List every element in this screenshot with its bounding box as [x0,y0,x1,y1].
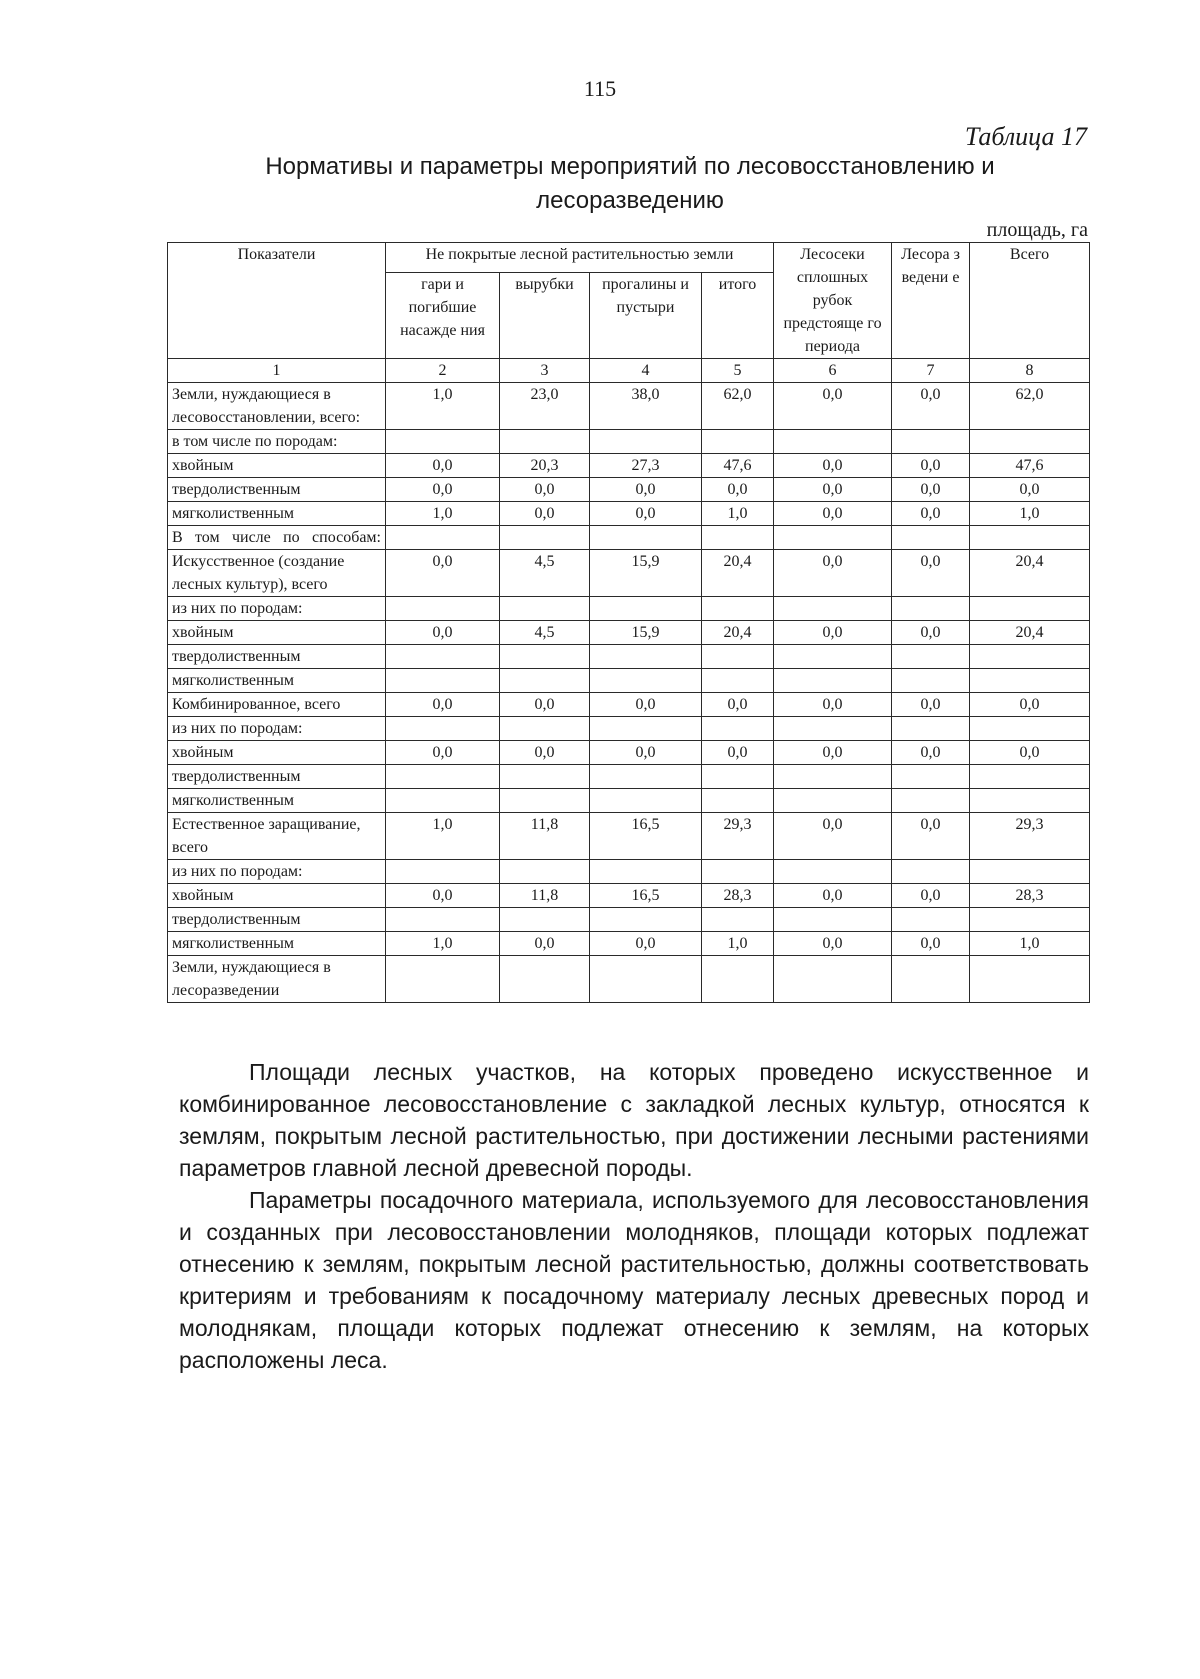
table-cell [386,669,500,693]
row-label: из них по породам: [168,860,386,884]
column-number: 4 [590,359,702,383]
column-number: 2 [386,359,500,383]
table-cell: 27,3 [590,454,702,478]
table-row [168,884,1090,908]
table-body [168,383,1090,1003]
table-cell: 0,0 [590,741,702,765]
table-cell: 47,6 [970,454,1090,478]
table-cell [500,717,590,741]
table-cell: 0,0 [892,813,970,860]
table-row [168,908,1090,932]
table-cell [590,956,702,1003]
table-cell: 1,0 [386,932,500,956]
table-cell [386,765,500,789]
table-cell [774,717,892,741]
paragraph-2: Параметры посадочного материала, используемого для лесовосстановления и созданных при лесовосстановлении молодняков, площади которых подлежат отнесению к землям, покрытым лесной растительностью, должны соответствовать критериям и требованиям к посадочному материалу лесных древесных пород и молоднякам, площади которых подлежат отнесению к землям, на которых расположены леса. [179,1187,1089,1373]
table-row [168,789,1090,813]
table-cell: 0,0 [970,693,1090,717]
column-number: 5 [702,359,774,383]
table-cell [970,717,1090,741]
table-cell: 0,0 [702,693,774,717]
table-cell: 0,0 [774,932,892,956]
table-row [168,597,1090,621]
title-line-1: Нормативы и параметры мероприятий по лесовосстановлению и [265,153,995,180]
column-numbers-row [168,359,1090,383]
column-number: 6 [774,359,892,383]
table-cell [500,765,590,789]
table-cell: 0,0 [702,741,774,765]
table-cell: 0,0 [892,932,970,956]
table-cell [386,430,500,454]
table-cell: 1,0 [702,932,774,956]
table-cell: 11,8 [500,813,590,860]
table-cell: 28,3 [970,884,1090,908]
table-cell: 23,0 [500,383,590,430]
table-cell: 1,0 [386,502,500,526]
table-cell [970,430,1090,454]
table-cell: 0,0 [590,932,702,956]
table-cell: 0,0 [500,502,590,526]
table-cell: 0,0 [892,884,970,908]
table-cell [500,669,590,693]
table-cell [970,860,1090,884]
header-unforested-lands: Не покрытые лесной растительностью земли [386,243,774,273]
row-label: Земли, нуждающиеся в лесовосстановлении, всего: [168,383,386,430]
table-cell [892,860,970,884]
table-cell [702,717,774,741]
table-cell: 38,0 [590,383,702,430]
title-line-2: лесоразведению [536,187,724,214]
table-cell [702,645,774,669]
table-cell [500,430,590,454]
table-cell: 15,9 [590,621,702,645]
table-cell: 0,0 [590,478,702,502]
table-row [168,478,1090,502]
table-cell: 0,0 [774,502,892,526]
norms-table [167,242,1090,1003]
table-row [168,741,1090,765]
table-cell [500,789,590,813]
table-row [168,550,1090,597]
row-label: Земли, нуждающиеся в лесоразведении [168,956,386,1003]
table-cell: 0,0 [500,478,590,502]
table-row [168,454,1090,478]
table-cell [590,908,702,932]
table-cell: 20,4 [970,550,1090,597]
table-cell [386,597,500,621]
header-clearcuts: Лесосеки сплошных рубок предстояще го периода [774,243,892,359]
table-cell [702,956,774,1003]
table-cell [892,908,970,932]
table-row [168,669,1090,693]
row-label: хвойным [168,621,386,645]
table-cell: 16,5 [590,884,702,908]
table-cell [892,430,970,454]
subheader-subtotal: итого [702,272,774,358]
table-cell [892,669,970,693]
table-cell: 0,0 [970,478,1090,502]
table-cell [702,430,774,454]
row-label: Естественное заращивание, всего [168,813,386,860]
document-title [200,150,1060,218]
table-cell: 0,0 [386,693,500,717]
body-text [179,1056,1089,1376]
row-label: в том числе по породам: [168,430,386,454]
table-row [168,765,1090,789]
table-cell [702,789,774,813]
table-cell: 0,0 [386,478,500,502]
table-cell [892,765,970,789]
row-label: мягколиственным [168,669,386,693]
table-cell: 0,0 [970,741,1090,765]
table-cell: 1,0 [970,932,1090,956]
table-cell: 0,0 [892,550,970,597]
row-label: хвойным [168,884,386,908]
table-row [168,717,1090,741]
header-afforestation: Лесора з ведени е [892,243,970,359]
table-cell [702,526,774,550]
table-cell [590,430,702,454]
table-cell [500,597,590,621]
table-cell [774,860,892,884]
table-cell [970,908,1090,932]
table-cell: 1,0 [386,813,500,860]
column-number: 1 [168,359,386,383]
table-cell: 0,0 [774,478,892,502]
table-row [168,502,1090,526]
table-cell: 4,5 [500,550,590,597]
table-cell [702,860,774,884]
table-cell [774,430,892,454]
table-row [168,860,1090,884]
table-cell [702,597,774,621]
table-cell [500,526,590,550]
table-cell [386,717,500,741]
row-label: Комбинированное, всего [168,693,386,717]
table-row [168,956,1090,1003]
table-cell [590,645,702,669]
table-cell [500,908,590,932]
table-cell: 0,0 [500,741,590,765]
table-cell: 62,0 [702,383,774,430]
row-label: хвойным [168,454,386,478]
table-cell [774,597,892,621]
table-cell [590,789,702,813]
table-cell: 0,0 [892,693,970,717]
table-cell: 0,0 [892,383,970,430]
header-total: Всего [970,243,1090,359]
table-label: Таблица 17 [964,122,1087,151]
row-label: мягколиственным [168,502,386,526]
table-row [168,645,1090,669]
row-label: твердолиственным [168,908,386,932]
table-cell: 0,0 [892,741,970,765]
table-cell: 0,0 [702,478,774,502]
table-cell: 0,0 [774,454,892,478]
table-cell: 20,3 [500,454,590,478]
table-cell: 0,0 [774,741,892,765]
table-cell [386,645,500,669]
table-cell: 0,0 [386,550,500,597]
table-cell [590,597,702,621]
header-indicators: Показатели [168,243,386,359]
table-cell [702,765,774,789]
row-label: из них по породам: [168,597,386,621]
table-cell [386,789,500,813]
table-cell: 0,0 [774,884,892,908]
table-cell: 62,0 [970,383,1090,430]
table-cell: 0,0 [386,884,500,908]
page-number: 115 [583,76,617,101]
table-cell [774,669,892,693]
column-number: 8 [970,359,1090,383]
table-row [168,621,1090,645]
table-cell: 0,0 [774,621,892,645]
table-row [168,932,1090,956]
table-row [168,693,1090,717]
table-cell: 0,0 [386,454,500,478]
table-cell [590,765,702,789]
table-cell: 0,0 [774,383,892,430]
table-cell: 0,0 [500,932,590,956]
table-cell: 11,8 [500,884,590,908]
table-cell: 0,0 [892,621,970,645]
table-cell: 0,0 [892,478,970,502]
table-cell: 0,0 [774,693,892,717]
paragraph-1: Площади лесных участков, на которых проведено искусственное и комбинированное лесовосстановление с закладкой лесных культур, относятся к землям, покрытым лесной растительностью, при достижении лесными растениями параметров главной лесной древесной породы. [179,1059,1089,1181]
table-cell: 0,0 [892,454,970,478]
table-cell: 0,0 [774,813,892,860]
row-label: твердолиственным [168,478,386,502]
table-cell [500,860,590,884]
row-label: из них по породам: [168,717,386,741]
table-cell [500,956,590,1003]
table-row [168,430,1090,454]
table-cell: 0,0 [892,502,970,526]
table-cell [774,789,892,813]
table-cell: 20,4 [970,621,1090,645]
row-label: мягколиственным [168,932,386,956]
table-cell [590,669,702,693]
table-cell: 0,0 [590,502,702,526]
table-cell [500,645,590,669]
table-cell [970,597,1090,621]
subheader-cutovers: вырубки [500,272,590,358]
table-cell: 16,5 [590,813,702,860]
table-cell: 47,6 [702,454,774,478]
table-cell: 1,0 [970,502,1090,526]
table-cell [970,526,1090,550]
table-cell [774,645,892,669]
table-cell [774,956,892,1003]
table-cell [702,669,774,693]
row-label: мягколиственным [168,789,386,813]
row-label: твердолиственным [168,765,386,789]
table-row [168,526,1090,550]
row-label: хвойным [168,741,386,765]
table-cell [892,597,970,621]
table-cell [702,908,774,932]
subheader-glades: прогалины и пустыри [590,272,702,358]
table-cell [774,908,892,932]
subheader-burned: гари и погибшие насажде ния [386,272,500,358]
table-row [168,383,1090,430]
table-cell [774,526,892,550]
table-cell [970,789,1090,813]
column-number: 3 [500,359,590,383]
column-number: 7 [892,359,970,383]
table-cell: 0,0 [386,741,500,765]
row-label: Искусственное (создание лесных культур), всего [168,550,386,597]
table-cell [892,645,970,669]
table-cell: 28,3 [702,884,774,908]
table-cell: 0,0 [500,693,590,717]
table-cell: 0,0 [386,621,500,645]
table-cell [386,526,500,550]
table-row [168,813,1090,860]
table-cell [386,908,500,932]
row-label: В том числе по способам: [168,526,386,550]
table-cell: 1,0 [386,383,500,430]
row-label: твердолиственным [168,645,386,669]
table-cell [970,956,1090,1003]
table-cell: 29,3 [702,813,774,860]
table-cell: 29,3 [970,813,1090,860]
table-cell [970,645,1090,669]
table-cell [892,956,970,1003]
table-cell [892,717,970,741]
units-label: площадь, га [986,219,1088,241]
table-cell [892,526,970,550]
table-cell: 15,9 [590,550,702,597]
table-cell [386,860,500,884]
table-cell: 0,0 [590,693,702,717]
table-cell: 20,4 [702,550,774,597]
table-cell [970,669,1090,693]
table-cell: 0,0 [774,550,892,597]
table-cell [970,765,1090,789]
table-cell [590,717,702,741]
table-cell [774,765,892,789]
table-cell: 1,0 [702,502,774,526]
table-cell: 20,4 [702,621,774,645]
table-cell [590,860,702,884]
table-cell [386,956,500,1003]
table-cell: 4,5 [500,621,590,645]
table-cell [590,526,702,550]
table-cell [892,789,970,813]
